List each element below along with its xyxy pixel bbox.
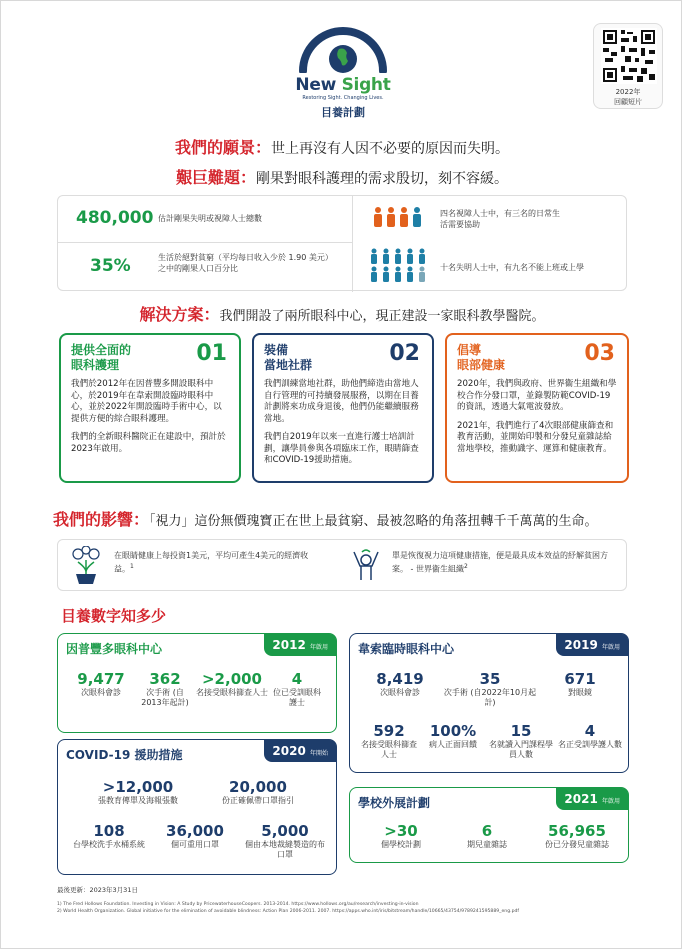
blind-total-value: 480,000 xyxy=(76,208,154,228)
box-title: 學校外展計劃 xyxy=(358,796,431,810)
footnote-2: 2) World Health Organization. Global initiative for the elimination of avoidable blindness: Action Plan 2006-2011. 2007. https://apps.who.int/iris/bitstream/handle/10665/43754/9789241595889_eng.pdf xyxy=(57,909,520,914)
stat-item: 35 次手術 (自2022年10月起計) xyxy=(443,670,537,707)
people-ten-icon xyxy=(368,248,430,284)
year-badge: 2019 年啟用 xyxy=(556,634,628,656)
brand-tagline: Restoring Sight. Changing Lives. xyxy=(302,95,384,101)
qr-caption: 2022年 回顧短片 xyxy=(614,88,642,106)
year-badge: 2021 年啟用 xyxy=(556,788,628,810)
card-title: 倡導 眼部健康 xyxy=(457,343,506,372)
new-sight-logo xyxy=(297,27,389,73)
solution-line: 解決方案：我們開設了兩所眼科中心，現正建設一家眼科教學醫院。 xyxy=(139,305,545,324)
assistance-label: 四名視障人士中，有三名的日常生活需要協助 xyxy=(440,209,560,229)
raised-hands-person-icon xyxy=(348,546,384,586)
stat-item: >12,000 張教育傳單及海報張數 xyxy=(98,778,178,805)
blind-total-label: 估計剛果失明或視障人士總數 xyxy=(158,214,262,223)
year-badge: 2020 年開始 xyxy=(264,740,336,762)
card-number: 02 xyxy=(389,341,420,366)
stat-item: 362 次手術 (自2013年起計) xyxy=(141,670,189,707)
impfondo-center-box xyxy=(57,633,337,733)
stat-item: 108 台學校洗手水桶系統 xyxy=(73,822,145,849)
stat-item: 6 期兒童雜誌 xyxy=(467,822,507,849)
vision-line: 我們的願景：世上再沒有人因不必要的原因而失明。 xyxy=(174,138,509,157)
box-title: COVID-19 援助措施 xyxy=(66,748,183,762)
card-title: 提供全面的 眼科護理 xyxy=(71,343,132,372)
quote-who: 單是恢復視力這項健康措施，便是最具成本效益的紓解貧困方案。 - 世界衞生組織$^2$ xyxy=(392,551,608,574)
last-updated: 最後更新：2023年3月31日 xyxy=(57,886,138,894)
school-outreach-box xyxy=(349,787,629,863)
poverty-label: 生活於絕對貧窮（平均每日收入少於 1.90 美元）之中的剛果人口百分比 xyxy=(158,253,333,273)
qr-code-icon xyxy=(601,28,657,84)
card-body: 2020年，我們與政府、世界衞生組織和學校合作分發口罩，並錄製防範COVID-19的資訊，透過大氣電波發放。 2021年，我們進行了4次眼部健康篩查和教育活動，並開始印製和分發兒童雜誌給當地學校，推動識字、運算和健康教育。 xyxy=(457,379,617,454)
challenge-line: 艱巨難題：剛果對眼科護理的需求殷切，刻不容緩。 xyxy=(175,168,508,187)
impact-line: 我們的影響：「視力」這份無價瑰寶正在世上最貧窮、最被忽略的角落扭轉千千萬萬的生命。 xyxy=(53,510,598,529)
stat-item: 9,477 次眼科會診 xyxy=(77,670,125,697)
footnote-1: 1) The Fred Hollows Foundation. Investing in Vision: A Study by PricewaterhouseCoopers. 2013-2014. https://www.hollows.org/au/research/investing-in-vision xyxy=(57,902,419,907)
card-title: 裝備 當地社群 xyxy=(264,343,313,372)
year-badge: 2012 年啟用 xyxy=(264,634,336,656)
poverty-value: 35% xyxy=(90,256,131,276)
card-eye-care xyxy=(59,333,241,483)
stat-item: 4 位已受訓眼科護士 xyxy=(273,670,321,707)
stat-item: 4 名正受訓學護人數 xyxy=(558,722,622,749)
impact-quotes-panel xyxy=(57,539,627,591)
stat-item: 592 名接受眼科篩查人士 xyxy=(361,722,417,759)
brand-name: New Sight xyxy=(295,75,391,95)
stat-item: 8,419 次眼科會診 xyxy=(376,670,424,697)
brand-chinese-name: 目養計劃 xyxy=(321,106,365,119)
stat-item: 5,000 個由本地裁縫製造的布口罩 xyxy=(245,822,325,859)
stat-item: 671 對眼鏡 xyxy=(564,670,596,697)
money-plant-icon xyxy=(68,546,104,586)
covid-response-box xyxy=(57,739,337,875)
card-body: 我們訓練當地社群，助他們締造由當地人自行管理的可持續發展服務，以期在目養計劃將來功成身退後，他們仍能繼續服務當地。 我們自2019年以來一直進行護士培訓計劃，讓學員參與各項臨床工作，眼睛篩查和COVID-19援助措施。 xyxy=(264,379,419,465)
stat-item: 20,000 份正確佩帶口罩指引 xyxy=(222,778,294,805)
box-title: 韋索臨時眼科中心 xyxy=(358,642,455,656)
stat-item: 56,965 份已分發兒童雜誌 xyxy=(545,822,609,849)
people-four-icon xyxy=(372,206,424,228)
stat-item: 36,000 個可重用口罩 xyxy=(166,822,224,849)
card-body: 我們於2012年在因普豐多開設眼科中心，於2019年在韋索開設臨時眼科中心，並於2022年開設臨時手術中心，以提供方便的綜合眼科護理。 我們的全新眼科醫院正在建設中，預計於2023年啟用。 xyxy=(71,379,226,454)
box-title: 因普豐多眼科中心 xyxy=(66,642,163,656)
card-number: 03 xyxy=(584,341,615,366)
card-number: 01 xyxy=(196,341,227,366)
ouesso-center-box xyxy=(349,633,629,773)
quote-investment: 在眼睛健康上每投資1美元，平均可產生4美元的經濟收益。$^1$ xyxy=(114,551,309,574)
stat-item: 15 名就讀入門課程學員人數 xyxy=(489,722,553,759)
card-advocacy xyxy=(445,333,629,483)
stat-item: >2,000 名接受眼科篩查人士 xyxy=(196,670,268,697)
stat-item: >30 個學校計劃 xyxy=(381,822,421,849)
key-stats-panel xyxy=(57,195,627,291)
numbers-section-title: 目養數字知多少 xyxy=(61,607,167,625)
work-school-label: 十名失明人士中，有九名不能上班或上學 xyxy=(440,263,584,272)
card-community xyxy=(252,333,434,483)
stat-item: 100% 病人正面回饋 xyxy=(429,722,477,749)
